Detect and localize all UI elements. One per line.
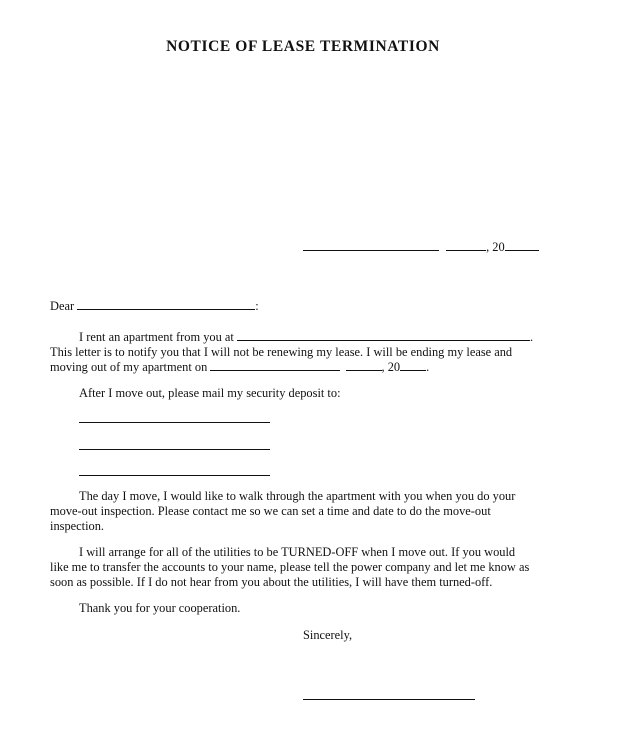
paragraph-2: After I move out, please mail my security deposit to: [79,386,341,400]
move-out-year-blank[interactable] [400,360,426,371]
paragraph-4-line-2: like me to transfer the accounts to your name, please tell the power company and let me know as [50,560,530,574]
thanks-line: Thank you for your cooperation. [79,601,241,615]
paragraph-4-line-1: I will arrange for all of the utilities to be TURNED-OFF when I move out. If you would [79,545,516,559]
date-day-blank[interactable] [446,240,486,251]
apartment-address-blank[interactable] [237,330,530,341]
paragraph-1-line-1: I rent an apartment from you at . [79,330,534,344]
paragraph-1-line-2: This letter is to notify you that I will not be renewing my lease. I will be ending my lease and [50,345,513,359]
paragraph-3-line-1: The day I move, I would like to walk through the apartment with you when you do your [79,489,516,503]
salutation [50,299,259,314]
move-out-year-prefix: , 20 [381,360,401,374]
paragraph-1-line-3: moving out of my apartment on , 20 . [50,360,430,374]
forwarding-address-line-3[interactable] [79,475,270,476]
paragraph-4-line-3: soon as possible. If I do not hear from you about the utilities, I will have them turned-off. [50,575,493,589]
forwarding-address-line-2[interactable] [79,449,270,450]
date-year-blank[interactable] [505,240,539,251]
document-title: NOTICE OF LEASE TERMINATION [166,38,440,55]
paragraph-3-line-3: inspection. [50,519,105,533]
salutation-prefix: Dear [50,299,75,313]
landlord-name-blank[interactable] [77,299,255,310]
date-month-day-blank[interactable] [303,240,439,251]
move-out-day-blank[interactable] [346,360,382,371]
date-year-prefix: , 20 [486,240,505,254]
closing: Sincerely, [303,628,353,642]
salutation-suffix: : [255,299,259,313]
move-out-date-blank[interactable] [210,360,340,371]
forwarding-address-line-1[interactable] [79,422,270,423]
date-line [303,240,539,255]
paragraph-3-line-2: move-out inspection. Please contact me so we can set a time and date to do the move-out [50,504,491,518]
signature-line[interactable] [303,699,475,700]
